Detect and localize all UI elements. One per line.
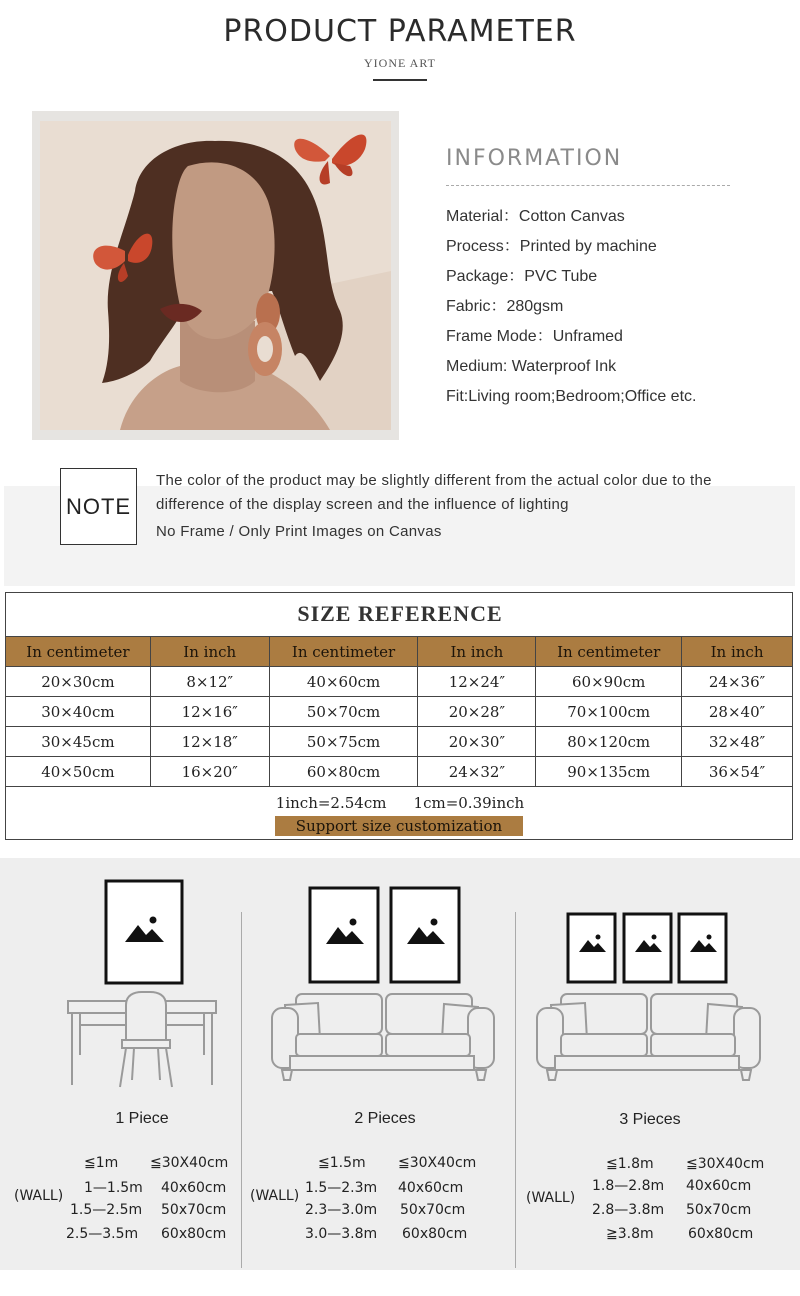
table-cell: 80×120cm [536, 727, 682, 757]
frame-size: 50x70cm [400, 1202, 466, 1218]
customization-badge: Support size customization [275, 816, 523, 836]
desk-icon [68, 992, 216, 1087]
frame-icon [679, 914, 726, 982]
table-cell: 16×20″ [150, 757, 269, 787]
column-header: In inch [150, 637, 269, 667]
table-cell: 40×50cm [6, 757, 151, 787]
wall-width: ≦1.5m [318, 1155, 366, 1171]
table-cell: 32×48″ [682, 727, 793, 757]
frame-size: 40x60cm [398, 1180, 464, 1196]
frame-size: 40x60cm [686, 1178, 752, 1194]
sofa-icon [537, 994, 760, 1080]
table-cell: 20×28″ [418, 697, 536, 727]
frame-size: 50x70cm [686, 1202, 752, 1218]
table-cell: 8×12″ [150, 667, 269, 697]
wall-width: 1.5—2.3m [305, 1180, 378, 1196]
table-cell: 60×90cm [536, 667, 682, 697]
frame-size: 60x80cm [402, 1226, 468, 1242]
column-header: In inch [418, 637, 536, 667]
table-cell: 24×36″ [682, 667, 793, 697]
wall-width: 1.8—2.8m [592, 1178, 665, 1194]
frame-icon [106, 881, 182, 983]
frame-size: ≦30X40cm [398, 1155, 477, 1171]
frame-size: ≦30X40cm [686, 1156, 765, 1172]
frame-size: 50x70cm [161, 1202, 227, 1218]
table-cell: 20×30″ [418, 727, 536, 757]
wall-width: ≧3.8m [606, 1226, 654, 1242]
column-header: In inch [682, 637, 793, 667]
frame-icon [310, 888, 378, 982]
wall-width: 2.3—3.0m [305, 1202, 378, 1218]
table-cell: 90×135cm [536, 757, 682, 787]
frame-icon [568, 914, 615, 982]
wall-width: ≦1.8m [606, 1156, 654, 1172]
brand-subtitle: YIONE ART [364, 56, 436, 70]
wall-width: 2.5—3.5m [66, 1226, 139, 1242]
table-cell: 20×30cm [6, 667, 151, 697]
wall-label: (WALL) [250, 1188, 300, 1204]
placement-label: 2 Pieces [354, 1110, 416, 1127]
information-heading: INFORMATION [446, 146, 623, 171]
table-cell: 70×100cm [536, 697, 682, 727]
placement-label: 1 Piece [115, 1110, 169, 1127]
wall-label: (WALL) [526, 1190, 576, 1206]
table-cell: 50×75cm [269, 727, 418, 757]
frame-size: 40x60cm [161, 1180, 227, 1196]
info-process: Process：Printed by machine [446, 238, 657, 255]
column-header: In centimeter [536, 637, 682, 667]
info-fit: Fit:Living room;Bedroom;Office etc. [446, 388, 697, 405]
frame-size: 60x80cm [688, 1226, 754, 1242]
column-header: In centimeter [6, 637, 151, 667]
column-header: In centimeter [269, 637, 418, 667]
frame-icon [624, 914, 671, 982]
sofa-icon [272, 994, 494, 1080]
wall-width: ≦1m [84, 1155, 119, 1171]
table-cell: 36×54″ [682, 757, 793, 787]
wall-width: 2.8—3.8m [592, 1202, 665, 1218]
info-package: Package：PVC Tube [446, 268, 598, 285]
info-material: Material：Cotton Canvas [446, 208, 625, 225]
wall-width: 3.0—3.8m [305, 1226, 378, 1242]
table-cell: 60×80cm [269, 757, 418, 787]
size-reference-title: SIZE REFERENCE [297, 601, 503, 626]
note-label: NOTE [60, 468, 137, 545]
frame-size: ≦30X40cm [150, 1155, 229, 1171]
unit-conversion: 1inch=2.54cm 1cm=0.39inch [275, 794, 525, 812]
table-cell: 50×70cm [269, 697, 418, 727]
note-frame-text: No Frame / Only Print Images on Canvas [156, 523, 442, 540]
info-frame-mode: Frame Mode：Unframed [446, 328, 623, 345]
page-title: PRODUCT PARAMETER [223, 14, 577, 49]
placement-label: 3 Pieces [619, 1111, 681, 1128]
table-cell: 24×32″ [418, 757, 536, 787]
info-fabric: Fabric：280gsm [446, 298, 564, 315]
table-cell: 12×24″ [418, 667, 536, 697]
frame-size: 60x80cm [161, 1226, 227, 1242]
table-cell: 12×18″ [150, 727, 269, 757]
note-text: The color of the product may be slightly different from the actual color due to the difference of the display screen and the influence of lighting [156, 472, 712, 513]
table-cell: 40×60cm [269, 667, 418, 697]
wall-width: 1—1.5m [84, 1180, 143, 1196]
info-medium: Medium: Waterproof Ink [446, 358, 617, 375]
table-cell: 12×16″ [150, 697, 269, 727]
wall-width: 1.5—2.5m [70, 1202, 143, 1218]
table-cell: 28×40″ [682, 697, 793, 727]
wall-label: (WALL) [14, 1188, 64, 1204]
table-cell: 30×40cm [6, 697, 151, 727]
frame-icon [391, 888, 459, 982]
table-cell: 30×45cm [6, 727, 151, 757]
